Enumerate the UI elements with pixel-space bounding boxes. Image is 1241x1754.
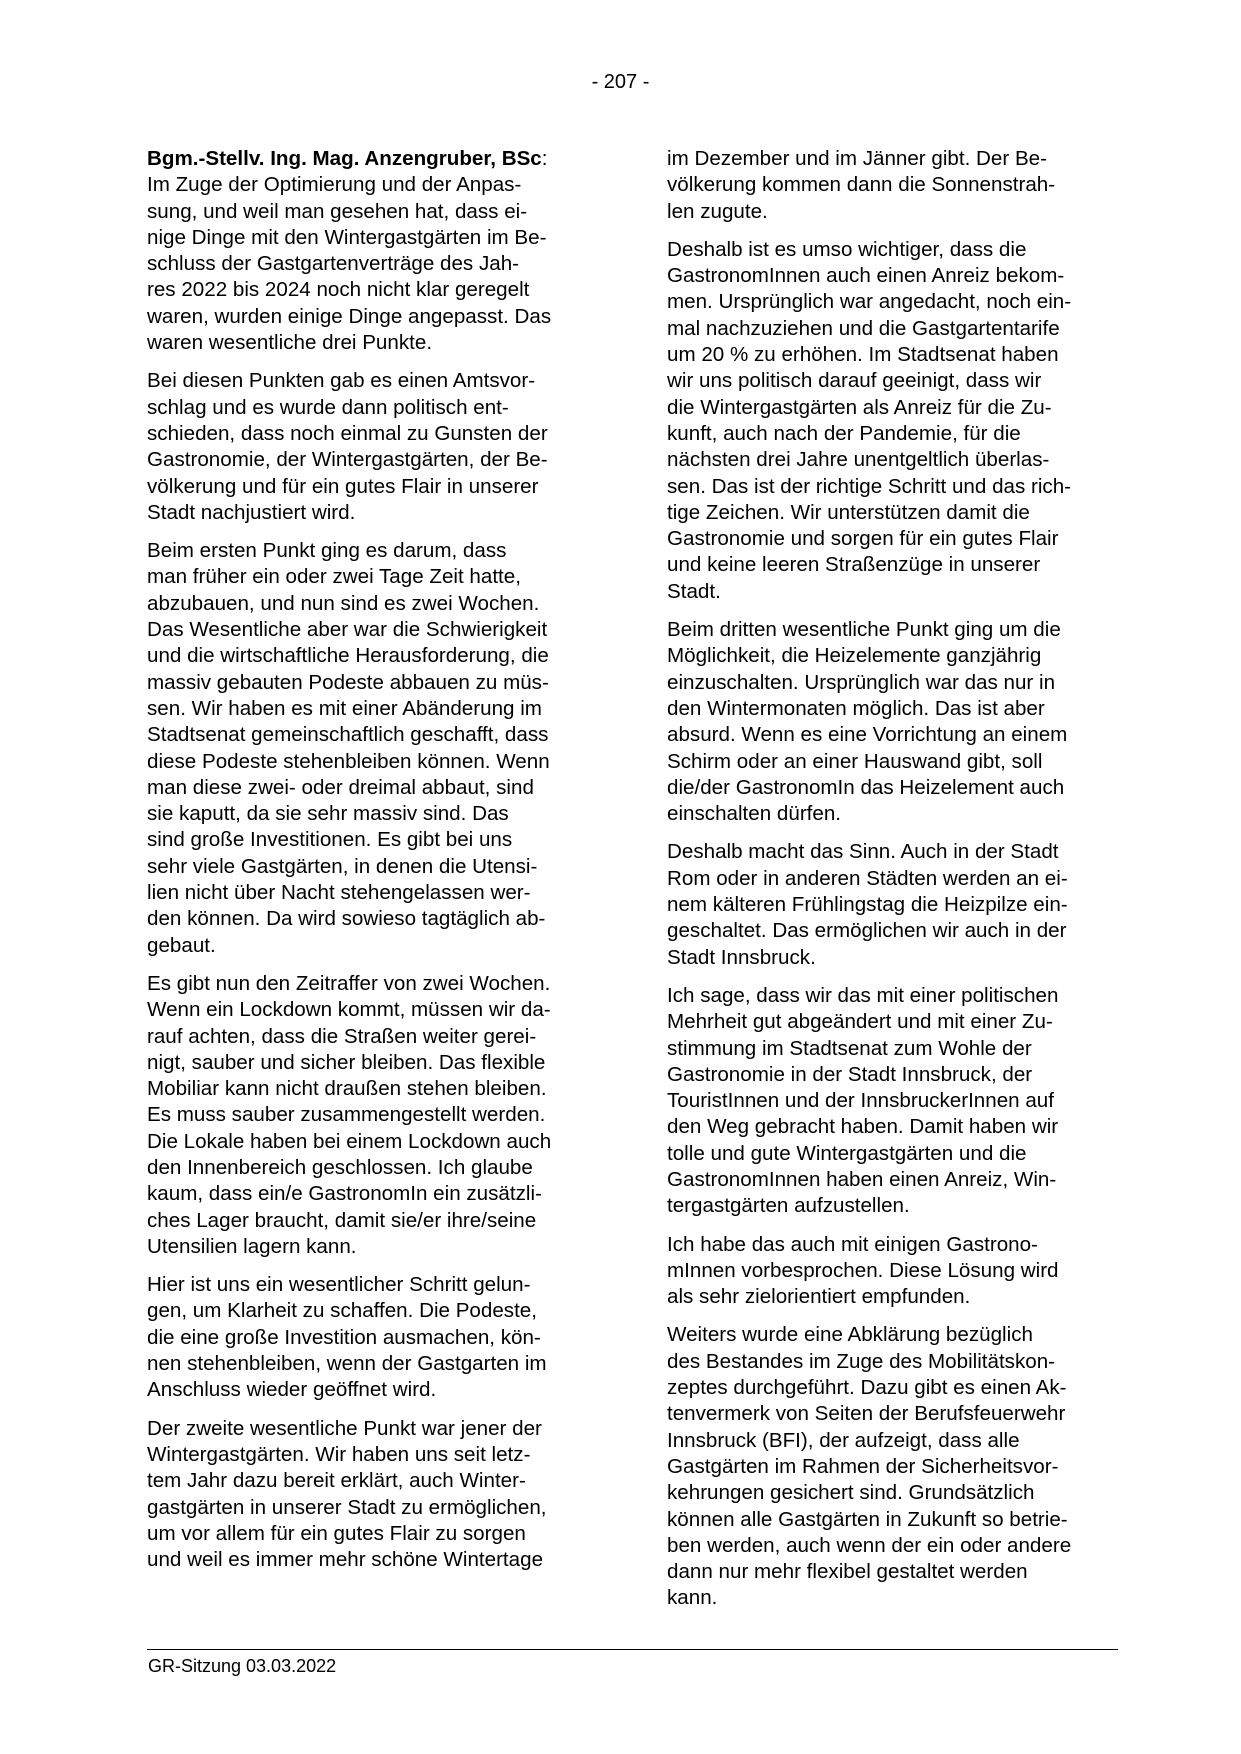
paragraph: Bei diesen Punkten gab es einen Amtsvor- schlag und es wurde dann politisch ent- schieden, dass noch einmal zu Gunsten der Gastronomie, der Wintergastgärten, der Be- völkerung und für ein gutes Flair in unserer Stadt nachjustiert wird.: [147, 369, 548, 524]
left-column: [147, 146, 599, 1585]
paragraph: Es gibt nun den Zeitraffer von zwei Wochen. Wenn ein Lockdown kommt, müssen wir da- rauf achten, dass die Straßen weiter gerei- nigt, sauber und sicher bleiben. Das flexible Mobiliar kann nicht draußen stehen bleiben. Es muss sauber zusammengestellt werden. Die Lokale haben bei einem Lockdown auch den Innenbereich geschlossen. Ich glaube kaum, dass ein/e GastronomIn ein zusätzli- ches Lager braucht, damit sie/er ihre/seine Utensilien lagern kann.: [147, 971, 552, 1258]
speaker-paragraph: [147, 146, 599, 356]
footer-divider: [147, 1649, 1118, 1650]
paragraph: Deshalb macht das Sinn. Auch in der Stadt Rom oder in anderen Städten werden an ei- nem kälteren Frühlingstag die Heizpilze ein- geschaltet. Das ermöglichen wir auch in der Stadt Innsbruck.: [667, 840, 1068, 969]
speaker-colon: :: [541, 147, 548, 170]
paragraph: Hier ist uns ein wesentlicher Schritt gelun- gen, um Klarheit zu schaffen. Die Podeste, die eine große Investition ausmachen, kön- nen stehenbleiben, wenn der Gastgarten im Anschluss wieder geöffnet wird.: [147, 1273, 547, 1402]
right-column: [667, 146, 1119, 1624]
paragraph: Der zweite wesentliche Punkt war jener der Wintergastgärten. Wir haben uns seit letz- tem Jahr dazu bereit erklärt, auch Winter- gastgärten in unserer Stadt zu ermöglichen, um vor allem für ein gutes Flair zu sorgen und weil es immer mehr schöne Wintertage: [147, 1416, 547, 1572]
paragraph: Weiters wurde eine Abklärung bezüglich des Bestandes im Zuge des Mobilitätskon- zeptes durchgeführt. Dazu gibt es einen Ak- tenvermerk von Seiten der Berufsfeuerwehr Innsbruck (BFI), der aufzeigt, dass alle Gastgärten im Rahmen der Sicherheitsvor- kehrungen gesichert sind. Grundsätzlich können alle Gastgärten in Zukunft so betrie- ben werden, auch wenn der ein oder andere dann nur mehr flexibel gestaltet werden kann.: [667, 1323, 1072, 1610]
footer-session-date: GR-Sitzung 03.03.2022: [148, 1656, 337, 1676]
page-number: - 207 -: [591, 71, 650, 93]
speaker-statement: Im Zuge der Optimierung und der Anpas- sung, und weil man gesehen hat, dass ei- nige Dinge mit den Wintergastgärten im Be- schluss der Gastgartenverträge des Jah- res 2022 bis 2024 noch nicht klar geregelt waren, wurden einige Dinge angepasst. Das waren wesentliche drei Punkte.: [147, 173, 552, 355]
paragraph: Deshalb ist es umso wichtiger, dass die GastronomInnen auch einen Anreiz bekom- men. Ursprünglich war angedacht, noch ein- mal nachzuziehen und die Gastgartentarife um 20 % zu erhöhen. Im Stadtsenat haben wir uns politisch darauf geeinigt, dass wir die Wintergastgärten als Anreiz für die Zu- kunft, auch nach der Pandemie, für die nächsten drei Jahre unentgeltlich überlas- sen. Das ist der richtige Schritt und das rich- tige Zeichen. Wir unterstützen damit die Gastronomie und sorgen für ein gutes Flair und keine leeren Straßenzüge in unserer Stadt.: [667, 237, 1072, 603]
paragraph: im Dezember und im Jänner gibt. Der Be- völkerung kommen dann die Sonnenstrah- len zugute.: [667, 147, 1056, 223]
paragraph: Beim dritten wesentliche Punkt ging um die Möglichkeit, die Heizelemente ganzjährig einzuschalten. Ursprünglich war das nur in den Wintermonaten möglich. Das ist aber absurd. Wenn es eine Vorrichtung an einem Schirm oder an einer Hauswand gibt, soll die/der GastronomIn das Heizelement auch einschalten dürfen.: [667, 618, 1068, 826]
paragraph: Ich habe das auch mit einigen Gastrono- mInnen vorbesprochen. Diese Lösung wird als sehr zielorientiert empfunden.: [667, 1232, 1059, 1309]
speaker-name: Bgm.-Stellv. Ing. Mag. Anzengruber, BSc: [147, 147, 542, 170]
paragraph: Beim ersten Punkt ging es darum, dass man früher ein oder zwei Tage Zeit hatte, abzubauen, und nun sind es zwei Wochen. Das Wesentliche aber war die Schwierigkeit und die wirtschaftliche Herausforderung, die massiv gebauten Podeste abbauen zu müs- sen. Wir haben es mit einer Abänderung im Stadtsenat gemeinschaftlich geschafft, dass diese Podeste stehenbleiben können. Wenn man diese zwei- oder dreimal abbaut, sind sie kaputt, da sie sehr massiv sind. Das sind große Investitionen. Es gibt bei uns sehr viele Gastgärten, in denen die Utensi- lien nicht über Nacht stehengelassen wer- den können. Da wird sowieso tagtäglich ab- gebaut.: [147, 539, 550, 957]
paragraph: Ich sage, dass wir das mit einer politischen Mehrheit gut abgeändert und mit einer Zu- stimmung im Stadtsenat zum Wohle der Gastronomie in der Stadt Innsbruck, der TouristInnen und der InnsbruckerInnen auf den Weg gebracht haben. Damit haben wir tolle und gute Wintergastgärten und die GastronomInnen haben einen Anreiz, Win- tergastgärten aufzustellen.: [667, 983, 1059, 1218]
